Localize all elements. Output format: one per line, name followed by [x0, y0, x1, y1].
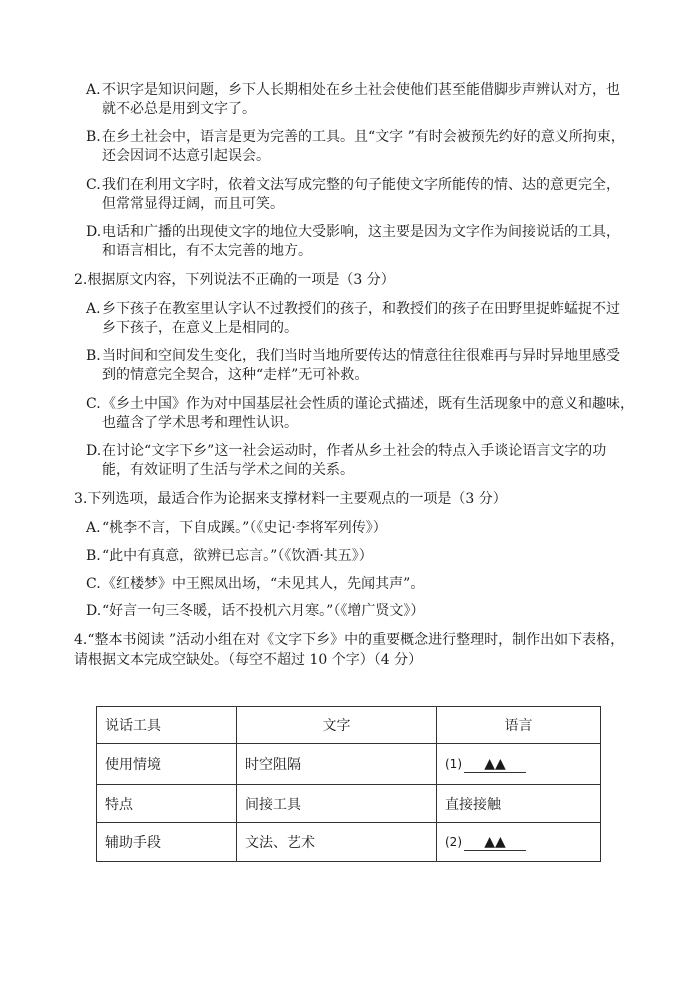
option-text: 能，有效证明了生活与学术之间的关系。 [102, 462, 354, 478]
option-letter: A. [86, 520, 101, 536]
table-cell-writing: 时空阻隔 [237, 744, 437, 785]
table-header-cell: 文字 [237, 707, 437, 744]
table-row [97, 823, 601, 862]
table-header-cell: 说话工具 [97, 707, 237, 744]
option-text: 还会因词不达意引起误会。 [102, 148, 270, 164]
answer-blank-2[interactable] [437, 823, 601, 862]
question-3-stem: 3.下列选项，最适合作为论据来支撑材料一主要观点的一项是（3 分） [74, 491, 507, 507]
option-text: 乡下孩子，在意义上是相同的。 [102, 320, 298, 336]
option-text: 电话和广播的出现使文字的地位大受影响，这主要是因为文字作为间接说话的工具， [102, 224, 620, 240]
option-text: 在乡土社会中，语言是更为完善的工具。且“文字 ”有时会被预先约好的意义所拘束， [102, 129, 625, 145]
option-text: 也蕴含了学术思考和理性认识。 [102, 415, 298, 431]
option-text: “桃李不言，下自成蹊。”（《史记·李将军列传》） [102, 520, 387, 536]
table-header-row [97, 707, 601, 744]
option-letter: D. [86, 603, 102, 619]
option-text: 到的情意完全契合，这种“走样”无可补救。 [102, 367, 369, 383]
table-row-label: 辅助手段 [97, 823, 237, 862]
table-row-label: 特点 [97, 785, 237, 823]
option-text: 《红楼梦》中王熙凤出场，“未见其人，先闻其声”。 [102, 576, 425, 592]
table-cell-speech: 直接接触 [437, 785, 601, 823]
option-text: 当时间和空间发生变化，我们当时当地所要传达的情意往往很难再与异时异地里感受 [102, 348, 620, 364]
question-4-stem-cont: 请根据文本完成空缺处。（每空不超过 10 个字）（4 分） [74, 652, 423, 668]
table-row [97, 785, 601, 823]
table-header-cell: 语言 [437, 707, 601, 744]
option-letter: B. [86, 548, 101, 564]
option-letter: B. [86, 348, 101, 364]
blank-marker: ▲▲ [464, 756, 526, 773]
table-cell-writing: 间接工具 [237, 785, 437, 823]
blank-number: (1) [445, 756, 462, 771]
option-letter: C. [86, 576, 101, 592]
option-letter: A. [86, 301, 101, 317]
table-cell-writing: 文法、艺术 [237, 823, 437, 862]
question-4-stem: 4.“整本书阅读 ”活动小组在对《文字下乡》中的重要概念进行整理时，制作出如下表格， [74, 632, 625, 648]
option-text: 在讨论“文字下乡”这一社会运动时，作者从乡土社会的特点入手谈论语言文字的功 [102, 443, 607, 459]
table-row [97, 744, 601, 785]
blank-marker: ▲▲ [464, 834, 526, 851]
option-text: 但常常显得迂阔，而且可笑。 [102, 196, 284, 212]
option-text: 就不必总是用到文字了。 [102, 101, 256, 117]
blank-number: (2) [445, 834, 462, 849]
concept-table [96, 706, 601, 862]
option-text: 《乡土中国》作为对中国基层社会性质的谨论式描述，既有生活现象中的意义和趣味， [102, 396, 634, 412]
option-text: “好言一句三冬暖，话不投机六月寒。”（《增广贤文》） [102, 603, 425, 619]
option-letter: D. [86, 224, 102, 240]
option-letter: C. [86, 396, 101, 412]
option-text: 我们在利用文字时，依着文法写成完整的句子能使文字所能传的情、达的意更完全， [102, 177, 620, 193]
option-text: 不识字是知识问题，乡下人长期相处在乡土社会使他们甚至能借脚步声辨认对方，也 [102, 82, 620, 98]
option-letter: B. [86, 129, 101, 145]
question-2-stem: 2.根据原文内容，下列说法不正确的一项是（3 分） [74, 272, 395, 288]
option-letter: C. [86, 177, 101, 193]
table-row-label: 使用情境 [97, 744, 237, 785]
option-text: 乡下孩子在教室里认字认不过教授们的孩子，和教授们的孩子在田野里捉蚱蜢捉不过 [102, 301, 620, 317]
option-letter: A. [86, 82, 101, 98]
option-text: 和语言相比，有不太完善的地方。 [102, 243, 312, 259]
answer-blank-1[interactable] [437, 744, 601, 785]
option-letter: D. [86, 443, 102, 459]
option-text: “此中有真意，欲辨已忘言。”（《饮酒·其五》） [102, 548, 373, 564]
